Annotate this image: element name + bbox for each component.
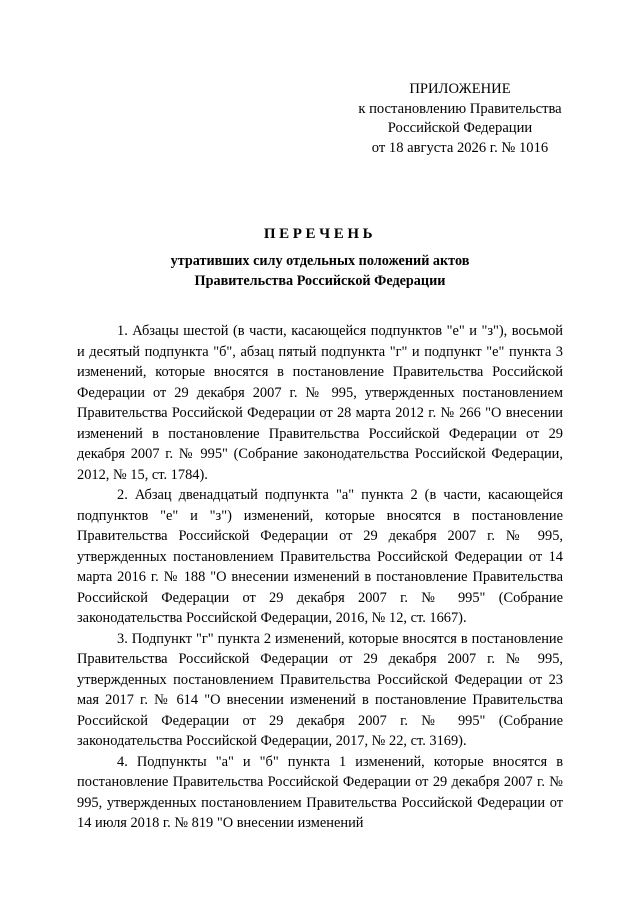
annex-date-number: от 18 августа 2026 г. № 1016 (371, 139, 549, 156)
paragraph-3: 3. Подпункт "г" пункта 2 изменений, которые вносятся в постановление Правительства Российской Федерации от 29 декабря 2007 г. № 995, утвержденных постановлением Правительства Российской Федерации от 23 мая 2017 г. № 614 "О внесении изменений в постановление Правительства Российской Федерации от 29 декабря 2007 г. № 995" (Собрание законодательства Российской Федерации, 2017, № 22, ст. 3169). (77, 630, 563, 749)
annex-reference: к постановлению Правительства (358, 100, 562, 117)
subtitle-line-2: Правительства Российской Федерации (194, 273, 446, 289)
paragraph-4: 4. Подпункты "а" и "б" пункта 1 изменений, которые вносятся в постановление Правительства Российской Федерации от 29 декабря 2007 г. № 995, утвержденных постановлением Правительства Российской Федерации от 14 июля 2018 г. № 819 "О внесении изменений (77, 753, 563, 831)
document-subtitle (0, 251, 640, 291)
paragraph-1: 1. Абзацы шестой (в части, касающейся подпунктов "е" и "з"), восьмой и десятый подпункта "б", абзац пятый подпункта "г" и подпункт "е" пункта 3 изменений, которые вносятся в постановление Правительства Российской Федерации от 29 декабря 2007 г. № 995, утвержденных постановлением Правительства Российской Федерации от 28 марта 2012 г. № 266 "О внесении изменений в постановление Правительства Российской Федерации от 29 декабря 2007 г. № 995" (Собрание законодательства Российской Федерации, 2012, № 15, ст. 1784). (77, 323, 563, 483)
document-body (77, 321, 563, 834)
document-title: ПЕРЕЧЕНЬ (263, 226, 377, 242)
annex-government: Российской Федерации (387, 120, 533, 136)
subtitle-line-1: утративших силу отдельных положений актов (170, 253, 470, 269)
annex-label: ПРИЛОЖЕНИЕ (409, 81, 511, 97)
paragraph-2: 2. Абзац двенадцатый подпункта "а" пункта 2 (в части, касающейся подпунктов "е" и "з") изменений, которые вносятся в постановление Правительства Российской Федерации от 29 декабря 2007 г. № 995, утвержденных постановлением Правительства Российской Федерации от 14 марта 2016 г. № 188 "О внесении изменений в постановление Правительства Российской Федерации от 29 декабря 2007 г. № 995" (Собрание законодательства Российской Федерации, 2016, № 12, ст. 1667). (77, 487, 563, 626)
annex-header (340, 80, 580, 158)
